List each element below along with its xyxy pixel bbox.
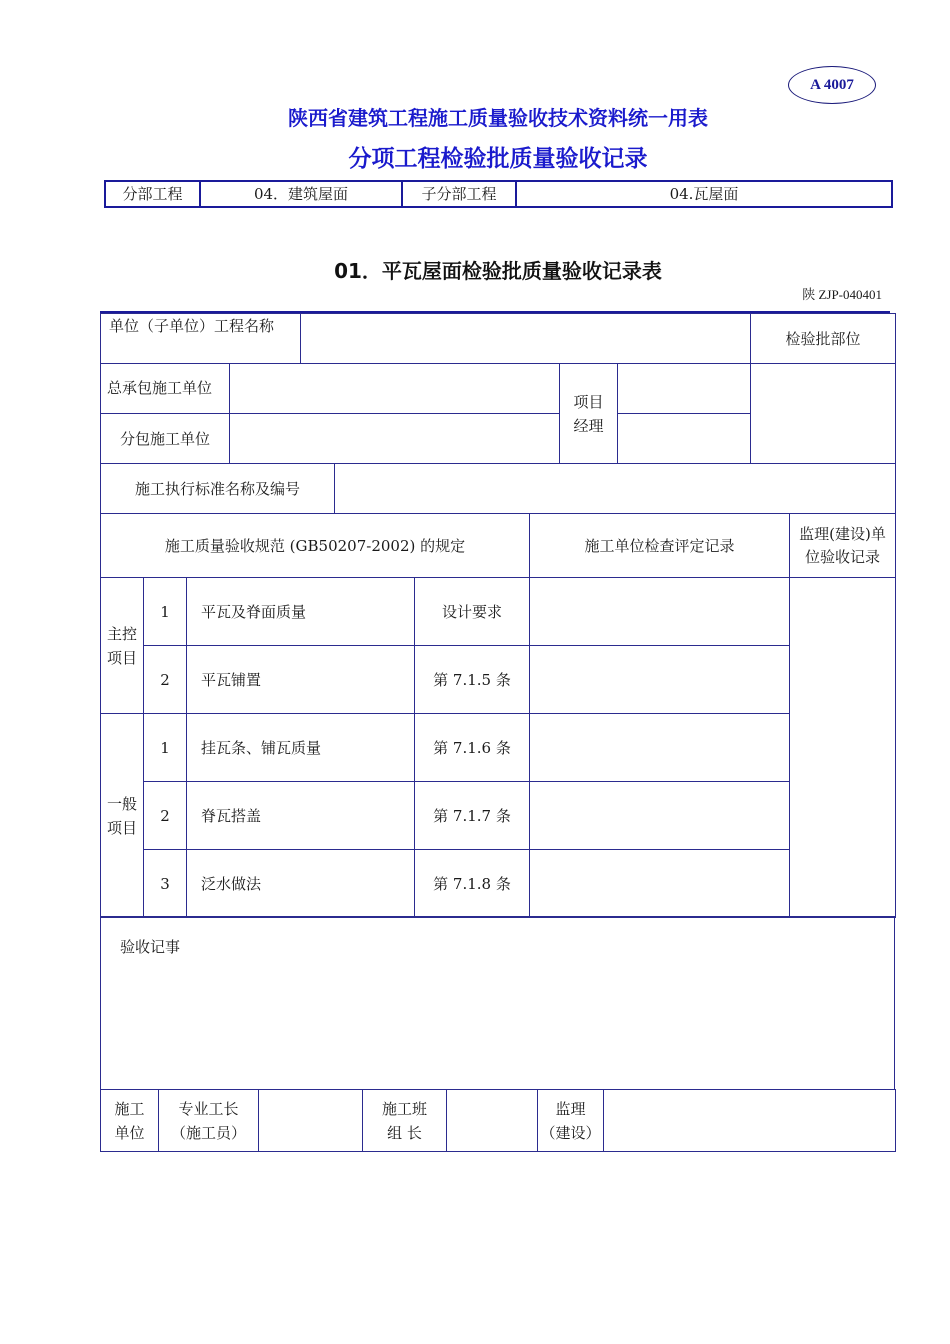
project-manager-label-2: 经理 [573, 416, 604, 435]
spec-header: 施工质量验收规范 (GB50207-2002) 的规定 [101, 514, 530, 578]
contractor-unit-label-1: 施工 [114, 1099, 145, 1118]
project-manager-label [560, 364, 618, 464]
form-subtitle: 01．平瓦屋面检验批质量验收记录表 [334, 259, 662, 283]
foreman-signature[interactable] [259, 1090, 363, 1152]
foreman-label [159, 1090, 259, 1152]
item-number: 1 [144, 578, 187, 646]
acceptance-notes-label: 验收记事 [120, 938, 181, 956]
general-items-group-label [101, 714, 144, 918]
table-row [101, 646, 896, 714]
table-row [101, 782, 896, 850]
signature-table [100, 1089, 896, 1152]
supervisor-record-header [790, 514, 896, 578]
general-group-label-1: 一般 [106, 794, 137, 813]
team-leader-label-2: 组 长 [387, 1123, 422, 1142]
supervisor-record-header-2: 位验收记录 [805, 547, 881, 566]
contractor-record-cell[interactable] [530, 578, 790, 646]
inspection-items-table [100, 513, 896, 918]
main-control-group-label [101, 578, 144, 714]
contractor-unit-label-2: 单位 [114, 1123, 145, 1142]
contractor-record-header: 施工单位检查评定记录 [530, 514, 790, 578]
item-number: 3 [144, 850, 187, 918]
foreman-label-1: 专业工长 [178, 1099, 239, 1118]
main-group-label-2: 项目 [106, 648, 137, 667]
contractor-record-cell[interactable] [530, 646, 790, 714]
team-leader-signature[interactable] [447, 1090, 538, 1152]
project-manager-value-2[interactable] [618, 414, 751, 464]
standard-label: 施工执行标准名称及编号 [101, 464, 335, 514]
item-clause: 第 7.1.8 条 [415, 850, 530, 918]
standard-table [100, 463, 896, 514]
item-name: 泛水做法 [187, 850, 415, 918]
item-clause: 设计要求 [415, 578, 530, 646]
supervisor-label-2: （建设） [540, 1123, 601, 1142]
table-row [101, 714, 896, 782]
item-clause: 第 7.1.5 条 [415, 646, 530, 714]
division-header-table [104, 180, 893, 208]
title-line-2: 分项工程检验批质量验收记录 [348, 146, 648, 172]
subcontractor-value[interactable] [230, 414, 560, 464]
table-row [101, 578, 896, 646]
subdivision-value: 04.瓦屋面 [516, 181, 892, 207]
general-contractor-value[interactable] [230, 364, 560, 414]
contractor-record-cell[interactable] [530, 850, 790, 918]
item-name: 脊瓦搭盖 [187, 782, 415, 850]
main-group-label-1: 主控 [106, 624, 137, 643]
foreman-label-2: （施工员） [170, 1123, 246, 1142]
item-number: 2 [144, 782, 187, 850]
title-line-1: 陕西省建筑工程施工质量验收技术资料统一用表 [288, 106, 708, 130]
team-leader-label [363, 1090, 447, 1152]
item-clause: 第 7.1.6 条 [415, 714, 530, 782]
general-group-label-2: 项目 [106, 818, 137, 837]
project-info-table [100, 313, 896, 464]
division-value: 04．建筑屋面 [200, 181, 402, 207]
item-number: 1 [144, 714, 187, 782]
general-contractor-label: 总承包施工单位 [101, 364, 230, 414]
acceptance-notes[interactable] [101, 917, 895, 1090]
item-clause: 第 7.1.7 条 [415, 782, 530, 850]
subcontractor-label: 分包施工单位 [101, 414, 230, 464]
notes-table [100, 916, 895, 1090]
project-name-value[interactable] [301, 314, 751, 364]
supervisor-signature[interactable] [604, 1090, 896, 1152]
supervisor-label-1: 监理 [555, 1099, 586, 1118]
item-name: 挂瓦条、铺瓦质量 [187, 714, 415, 782]
supervisor-record-cell[interactable] [790, 578, 896, 918]
supervisor-record-header-1: 监理(建设)单 [799, 525, 886, 543]
standard-value[interactable] [335, 464, 896, 514]
item-number: 2 [144, 646, 187, 714]
item-name: 平瓦铺置 [187, 646, 415, 714]
form-code: 陕 ZJP-040401 [802, 287, 882, 302]
project-manager-value-1[interactable] [618, 364, 751, 414]
supervisor-label [538, 1090, 604, 1152]
division-label: 分部工程 [105, 181, 200, 207]
batch-location-value[interactable] [751, 364, 896, 464]
contractor-record-cell[interactable] [530, 782, 790, 850]
item-name: 平瓦及脊面质量 [187, 578, 415, 646]
project-name-label: 单位（子单位）工程名称 [101, 314, 301, 364]
contractor-unit-label [101, 1090, 159, 1152]
form-number-badge: A 4007 [788, 66, 876, 104]
batch-location-label: 检验批部位 [751, 314, 896, 364]
subdivision-label: 子分部工程 [402, 181, 516, 207]
table-row [101, 850, 896, 918]
project-manager-label-1: 项目 [573, 392, 604, 411]
team-leader-label-1: 施工班 [381, 1099, 427, 1118]
contractor-record-cell[interactable] [530, 714, 790, 782]
